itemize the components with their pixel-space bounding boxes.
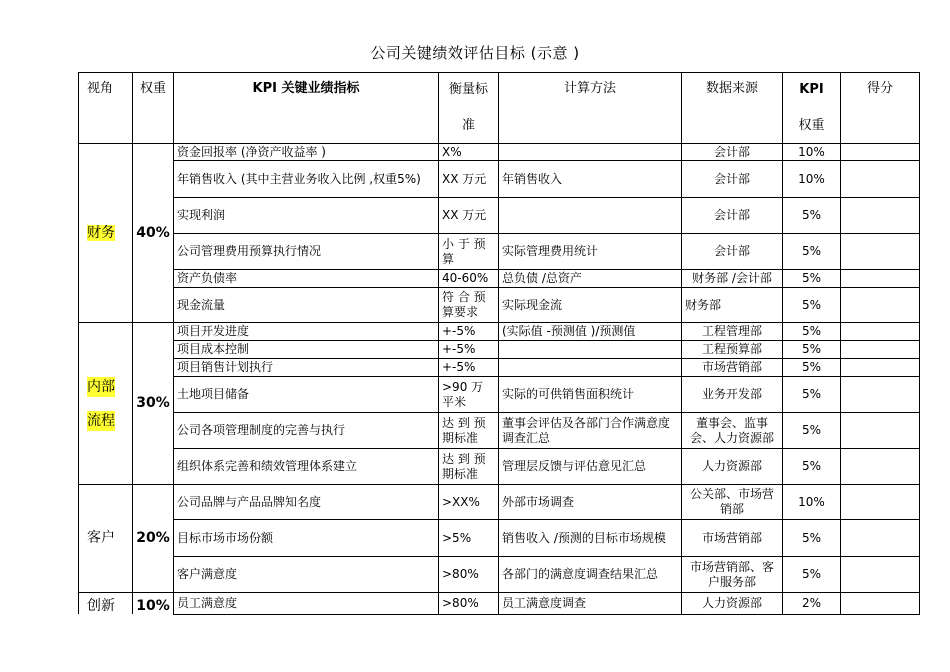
- kpi-name: 资金回报率 (净资产收益率 ): [174, 144, 439, 161]
- kpi-weight: 10%: [783, 485, 841, 520]
- header-standard-line2: 准: [461, 118, 475, 133]
- kpi-standard: XX 万元: [439, 198, 499, 234]
- kpi-source: 公关部、市场营销部: [682, 485, 783, 520]
- kpi-score: [841, 377, 920, 413]
- kpi-score: [841, 161, 920, 198]
- kpi-score: [841, 144, 920, 161]
- kpi-method: 实际现金流: [499, 288, 682, 323]
- kpi-name: 组织体系完善和绩效管理体系建立: [174, 449, 439, 485]
- header-kpi-name: KPI 关键业绩指标: [174, 73, 439, 144]
- kpi-standard: >90 万平米: [439, 377, 499, 413]
- kpi-score: [841, 234, 920, 270]
- kpi-score: [841, 520, 920, 557]
- kpi-method: 员工满意度调查: [499, 593, 682, 615]
- kpi-standard: >80%: [439, 557, 499, 593]
- kpi-method: 管理层反馈与评估意见汇总: [499, 449, 682, 485]
- table-row: [79, 520, 920, 557]
- kpi-name: 土地项目储备: [174, 377, 439, 413]
- table-row: [79, 593, 920, 615]
- kpi-source: 工程管理部: [682, 323, 783, 341]
- kpi-score: [841, 557, 920, 593]
- kpi-score: [841, 449, 920, 485]
- kpi-source: 人力资源部: [682, 449, 783, 485]
- kpi-source: 人力资源部: [682, 593, 783, 615]
- kpi-source: 财务部: [682, 288, 783, 323]
- category-process: [79, 323, 133, 485]
- kpi-method: [499, 341, 682, 359]
- kpi-method: 外部市场调查: [499, 485, 682, 520]
- table-row: [79, 234, 920, 270]
- kpi-source: 财务部 /会计部: [682, 270, 783, 288]
- kpi-name: 项目销售计划执行: [174, 359, 439, 377]
- kpi-score: [841, 341, 920, 359]
- kpi-name: 年销售收入 (其中主营业务收入比例 ,权重5%): [174, 161, 439, 198]
- kpi-name: 公司品牌与产品品牌知名度: [174, 485, 439, 520]
- kpi-weight: 5%: [783, 557, 841, 593]
- page-title: 公司关键绩效评估目标 (示意 ): [370, 44, 580, 62]
- header-kpi-weight-line2: 权重: [798, 118, 825, 133]
- kpi-score: [841, 359, 920, 377]
- kpi-score: [841, 593, 920, 615]
- kpi-source: 业务开发部: [682, 377, 783, 413]
- header-perspective: 视角: [79, 73, 133, 144]
- category-innovation: [79, 593, 133, 615]
- table-row: [79, 449, 920, 485]
- kpi-standard: +-5%: [439, 341, 499, 359]
- kpi-weight: 5%: [783, 377, 841, 413]
- kpi-method: 销售收入 /预测的目标市场规模: [499, 520, 682, 557]
- kpi-method: 总负债 /总资产: [499, 270, 682, 288]
- kpi-standard: >XX%: [439, 485, 499, 520]
- category-finance-label: 财务: [87, 224, 115, 241]
- header-weight: 权重: [133, 73, 174, 144]
- kpi-standard: 40-60%: [439, 270, 499, 288]
- kpi-standard: 达 到 预期标准: [439, 449, 499, 485]
- table-row: [79, 144, 920, 161]
- kpi-standard: XX 万元: [439, 161, 499, 198]
- kpi-source: 市场营销部: [682, 359, 783, 377]
- table-row: [79, 377, 920, 413]
- kpi-method: 实际的可供销售面积统计: [499, 377, 682, 413]
- kpi-score: [841, 270, 920, 288]
- category-finance-weight: 40%: [133, 144, 174, 323]
- kpi-source: 会计部: [682, 144, 783, 161]
- kpi-method: [499, 198, 682, 234]
- header-standard: [439, 73, 499, 144]
- kpi-standard: 达 到 预期标准: [439, 413, 499, 449]
- category-process-weight: 30%: [133, 323, 174, 485]
- kpi-name: 项目开发进度: [174, 323, 439, 341]
- kpi-name: 项目成本控制: [174, 341, 439, 359]
- kpi-score: [841, 413, 920, 449]
- kpi-score: [841, 288, 920, 323]
- kpi-weight: 2%: [783, 593, 841, 615]
- kpi-name: 实现利润: [174, 198, 439, 234]
- header-standard-line1: 衡量标: [448, 82, 488, 97]
- header-source: 数据来源: [682, 73, 783, 144]
- kpi-weight: 5%: [783, 288, 841, 323]
- kpi-source: 工程预算部: [682, 341, 783, 359]
- kpi-weight: 5%: [783, 413, 841, 449]
- table-row: [79, 341, 920, 359]
- kpi-name: 员工满意度: [174, 593, 439, 615]
- table-row: [79, 288, 920, 323]
- category-innovation-label: 创新: [87, 598, 115, 614]
- kpi-weight: 5%: [783, 359, 841, 377]
- kpi-method: 年销售收入: [499, 161, 682, 198]
- kpi-method: (实际值 -预测值 )/预测值: [499, 323, 682, 341]
- table-row: [79, 359, 920, 377]
- kpi-method: 董事会评估及各部门合作满意度调查汇总: [499, 413, 682, 449]
- category-customer: 客户: [79, 485, 133, 593]
- kpi-weight: 5%: [783, 198, 841, 234]
- kpi-standard: 符 合 预算要求: [439, 288, 499, 323]
- table-row: [79, 485, 920, 520]
- category-innovation-weight-value: 10%: [136, 598, 170, 614]
- table-row: [79, 270, 920, 288]
- kpi-standard: +-5%: [439, 359, 499, 377]
- kpi-weight: 10%: [783, 161, 841, 198]
- kpi-weight: 5%: [783, 323, 841, 341]
- kpi-weight: 5%: [783, 520, 841, 557]
- header-kpi-weight-line1: KPI: [799, 82, 824, 97]
- table-row: [79, 161, 920, 198]
- kpi-standard: +-5%: [439, 323, 499, 341]
- kpi-score: [841, 198, 920, 234]
- table-header-row: [79, 73, 920, 144]
- kpi-weight: 5%: [783, 270, 841, 288]
- kpi-name: 公司各项管理制度的完善与执行: [174, 413, 439, 449]
- table-row: [79, 323, 920, 341]
- kpi-source: 市场营销部: [682, 520, 783, 557]
- kpi-score: [841, 323, 920, 341]
- kpi-method: [499, 359, 682, 377]
- kpi-name: 目标市场市场份额: [174, 520, 439, 557]
- kpi-score: [841, 485, 920, 520]
- header-kpi-weight: [783, 73, 841, 144]
- category-finance: [79, 144, 133, 323]
- kpi-source: 会计部: [682, 161, 783, 198]
- table-row: [79, 198, 920, 234]
- kpi-table: [78, 72, 920, 615]
- kpi-name: 公司管理费用预算执行情况: [174, 234, 439, 270]
- kpi-name: 资产负债率: [174, 270, 439, 288]
- kpi-standard: X%: [439, 144, 499, 161]
- header-score: 得分: [841, 73, 920, 144]
- kpi-source: 董事会、监事会、人力资源部: [682, 413, 783, 449]
- kpi-source: 会计部: [682, 198, 783, 234]
- kpi-weight: 5%: [783, 449, 841, 485]
- kpi-name: 客户满意度: [174, 557, 439, 593]
- category-process-label-line2: 流程: [87, 412, 115, 429]
- category-innovation-weight: [133, 593, 174, 615]
- header-method: 计算方法: [499, 73, 682, 144]
- table-row: [79, 557, 920, 593]
- table-row: [79, 413, 920, 449]
- category-process-label-line1: 内部: [87, 378, 115, 395]
- kpi-method: 各部门的满意度调查结果汇总: [499, 557, 682, 593]
- kpi-weight: 10%: [783, 144, 841, 161]
- kpi-method: 实际管理费用统计: [499, 234, 682, 270]
- kpi-standard: >80%: [439, 593, 499, 615]
- kpi-name: 现金流量: [174, 288, 439, 323]
- kpi-standard: 小 于 预算: [439, 234, 499, 270]
- kpi-source: 会计部: [682, 234, 783, 270]
- kpi-standard: >5%: [439, 520, 499, 557]
- kpi-method: [499, 144, 682, 161]
- category-customer-weight: 20%: [133, 485, 174, 593]
- kpi-source: 市场营销部、客户服务部: [682, 557, 783, 593]
- kpi-weight: 5%: [783, 234, 841, 270]
- kpi-weight: 5%: [783, 341, 841, 359]
